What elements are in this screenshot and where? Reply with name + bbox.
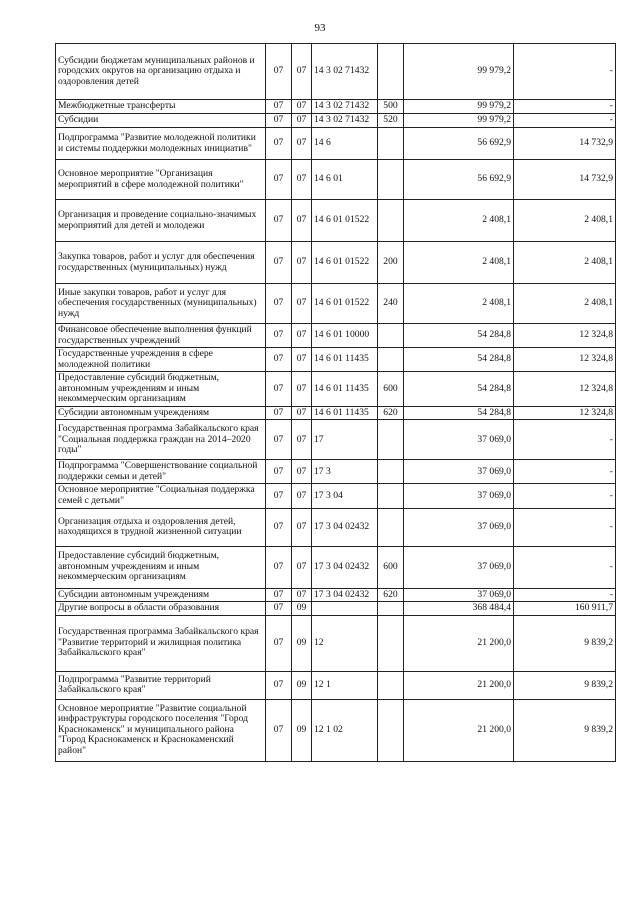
- section-code: 07: [266, 420, 292, 460]
- target-article-code: 17 3 04: [312, 484, 378, 508]
- expense-type-code: 200: [378, 242, 404, 284]
- amount-total: 54 284,8: [404, 372, 514, 407]
- section-code: 07: [266, 615, 292, 671]
- item-name: Закупка товаров, работ и услуг для обеспечения государственных (муниципальных) нужд: [56, 242, 266, 284]
- amount-total: 2 408,1: [404, 242, 514, 284]
- amount-total: 37 069,0: [404, 460, 514, 484]
- amount-federal: -: [514, 420, 616, 460]
- amount-federal: -: [514, 508, 616, 546]
- amount-total: 37 069,0: [404, 484, 514, 508]
- item-name: Основное мероприятие "Развитие социальной инфраструктуры городского поселения "Город Краснокаменск" и муниципального района "Город Краснокаменск и Краснокаменский район": [56, 699, 266, 761]
- section-code: 07: [266, 324, 292, 348]
- expense-type-code: [378, 484, 404, 508]
- expense-type-code: 620: [378, 588, 404, 602]
- item-name: Предоставление субсидий бюджетным, автономным учреждениям и иным некоммерческим организациям: [56, 372, 266, 407]
- item-name: Субсидии бюджетам муниципальных районов и городских округов на организацию отдыха и оздоровления детей: [56, 44, 266, 100]
- table-row: [56, 200, 616, 242]
- subsection-code: 09: [292, 671, 312, 699]
- amount-total: 37 069,0: [404, 588, 514, 602]
- amount-total: 368 484,4: [404, 602, 514, 616]
- subsection-code: 07: [292, 508, 312, 546]
- section-code: 07: [266, 372, 292, 407]
- subsection-code: 07: [292, 420, 312, 460]
- amount-federal: 12 324,8: [514, 324, 616, 348]
- amount-federal: 9 839,2: [514, 699, 616, 761]
- amount-total: 56 692,9: [404, 128, 514, 160]
- amount-total: 54 284,8: [404, 348, 514, 372]
- section-code: 07: [266, 406, 292, 420]
- item-name: Подпрограмма "Совершенствование социальной поддержки семьи и детей": [56, 460, 266, 484]
- target-article-code: 14 6 01 11435: [312, 406, 378, 420]
- expense-type-code: [378, 128, 404, 160]
- amount-federal: 12 324,8: [514, 406, 616, 420]
- target-article-code: 14 6 01 01522: [312, 242, 378, 284]
- section-code: 07: [266, 100, 292, 114]
- amount-federal: -: [514, 114, 616, 128]
- target-article-code: 14 6 01 10000: [312, 324, 378, 348]
- table-row: [56, 100, 616, 114]
- expense-type-code: [378, 508, 404, 546]
- subsection-code: 07: [292, 406, 312, 420]
- subsection-code: 07: [292, 460, 312, 484]
- subsection-code: 07: [292, 546, 312, 588]
- expense-type-code: [378, 200, 404, 242]
- amount-total: 99 979,2: [404, 44, 514, 100]
- target-article-code: 14 3 02 71432: [312, 100, 378, 114]
- table-row: [56, 699, 616, 761]
- subsection-code: 07: [292, 348, 312, 372]
- target-article-code: 14 6 01 01522: [312, 200, 378, 242]
- amount-total: 21 200,0: [404, 671, 514, 699]
- amount-federal: 9 839,2: [514, 615, 616, 671]
- table-row: [56, 508, 616, 546]
- amount-total: 2 408,1: [404, 200, 514, 242]
- expense-type-code: 620: [378, 406, 404, 420]
- expense-type-code: 500: [378, 100, 404, 114]
- amount-federal: -: [514, 484, 616, 508]
- item-name: Субсидии автономным учреждениям: [56, 406, 266, 420]
- amount-federal: 14 732,9: [514, 128, 616, 160]
- target-article-code: 14 6 01: [312, 160, 378, 200]
- amount-federal: 2 408,1: [514, 284, 616, 324]
- section-code: 07: [266, 602, 292, 616]
- amount-federal: -: [514, 460, 616, 484]
- target-article-code: 14 6 01 01522: [312, 284, 378, 324]
- amount-total: 2 408,1: [404, 284, 514, 324]
- budget-table: [55, 43, 616, 762]
- section-code: 07: [266, 114, 292, 128]
- amount-federal: -: [514, 44, 616, 100]
- subsection-code: 07: [292, 372, 312, 407]
- amount-total: 99 979,2: [404, 100, 514, 114]
- subsection-code: 07: [292, 100, 312, 114]
- item-name: Финансовое обеспечение выполнения функций государственных учреждений: [56, 324, 266, 348]
- amount-federal: 2 408,1: [514, 242, 616, 284]
- table-row: [56, 284, 616, 324]
- table-row: [56, 420, 616, 460]
- expense-type-code: [378, 671, 404, 699]
- table-row: [56, 242, 616, 284]
- amount-federal: -: [514, 546, 616, 588]
- amount-total: 37 069,0: [404, 546, 514, 588]
- section-code: 07: [266, 44, 292, 100]
- expense-type-code: [378, 615, 404, 671]
- section-code: 07: [266, 200, 292, 242]
- expense-type-code: 600: [378, 372, 404, 407]
- subsection-code: 07: [292, 44, 312, 100]
- table-row: [56, 406, 616, 420]
- amount-total: 56 692,9: [404, 160, 514, 200]
- expense-type-code: [378, 348, 404, 372]
- item-name: Другие вопросы в области образования: [56, 602, 266, 616]
- subsection-code: 07: [292, 242, 312, 284]
- expense-type-code: [378, 602, 404, 616]
- amount-total: 21 200,0: [404, 699, 514, 761]
- item-name: Субсидии автономным учреждениям: [56, 588, 266, 602]
- expense-type-code: [378, 699, 404, 761]
- expense-type-code: [378, 160, 404, 200]
- subsection-code: 09: [292, 602, 312, 616]
- table-row: [56, 615, 616, 671]
- expense-type-code: [378, 44, 404, 100]
- amount-total: 37 069,0: [404, 508, 514, 546]
- amount-federal: -: [514, 100, 616, 114]
- amount-federal: 14 732,9: [514, 160, 616, 200]
- table-row: [56, 44, 616, 100]
- section-code: 07: [266, 699, 292, 761]
- section-code: 07: [266, 546, 292, 588]
- table-row: [56, 484, 616, 508]
- target-article-code: 14 6 01 11435: [312, 372, 378, 407]
- item-name: Государственная программа Забайкальского края "Социальная поддержка граждан на 2014–2020 годы": [56, 420, 266, 460]
- target-article-code: 12: [312, 615, 378, 671]
- amount-total: 99 979,2: [404, 114, 514, 128]
- section-code: 07: [266, 348, 292, 372]
- item-name: Государственные учреждения в сфере молодежной политики: [56, 348, 266, 372]
- expense-type-code: [378, 324, 404, 348]
- target-article-code: [312, 602, 378, 616]
- table-row: [56, 460, 616, 484]
- item-name: Межбюджетные трансферты: [56, 100, 266, 114]
- subsection-code: 09: [292, 699, 312, 761]
- amount-federal: 2 408,1: [514, 200, 616, 242]
- section-code: 07: [266, 242, 292, 284]
- section-code: 07: [266, 128, 292, 160]
- target-article-code: 14 6: [312, 128, 378, 160]
- section-code: 07: [266, 671, 292, 699]
- table-row: [56, 348, 616, 372]
- table-row: [56, 372, 616, 407]
- amount-federal: 9 839,2: [514, 671, 616, 699]
- subsection-code: 07: [292, 588, 312, 602]
- item-name: Иные закупки товаров, работ и услуг для обеспечения государственных (муниципальных) нужд: [56, 284, 266, 324]
- subsection-code: 07: [292, 324, 312, 348]
- amount-federal: -: [514, 588, 616, 602]
- subsection-code: 07: [292, 284, 312, 324]
- target-article-code: 14 3 02 71432: [312, 114, 378, 128]
- amount-federal: 12 324,8: [514, 372, 616, 407]
- subsection-code: 07: [292, 160, 312, 200]
- table-row: [56, 588, 616, 602]
- item-name: Подпрограмма "Развитие территорий Забайкальского края": [56, 671, 266, 699]
- expense-type-code: 600: [378, 546, 404, 588]
- item-name: Предоставление субсидий бюджетным, автономным учреждениям и иным некоммерческим организациям: [56, 546, 266, 588]
- target-article-code: 17 3 04 02432: [312, 508, 378, 546]
- item-name: Государственная программа Забайкальского края "Развитие территорий и жилищная политика Забайкальского края": [56, 615, 266, 671]
- item-name: Организация и проведение социально-значимых мероприятий для детей и молодежи: [56, 200, 266, 242]
- page-number: 93: [314, 22, 326, 34]
- target-article-code: 17 3 04 02432: [312, 588, 378, 602]
- expense-type-code: [378, 460, 404, 484]
- table-row: [56, 160, 616, 200]
- table-row: [56, 128, 616, 160]
- target-article-code: 14 6 01 11435: [312, 348, 378, 372]
- subsection-code: 07: [292, 128, 312, 160]
- table-row: [56, 671, 616, 699]
- subsection-code: 07: [292, 114, 312, 128]
- expense-type-code: 520: [378, 114, 404, 128]
- section-code: 07: [266, 588, 292, 602]
- item-name: Подпрограмма "Развитие молодежной политики и системы поддержки молодежных инициатив": [56, 128, 266, 160]
- amount-total: 54 284,8: [404, 324, 514, 348]
- subsection-code: 09: [292, 615, 312, 671]
- item-name: Основное мероприятие "Организация мероприятий в сфере молодежной политики": [56, 160, 266, 200]
- table-row: [56, 602, 616, 616]
- target-article-code: 12 1 02: [312, 699, 378, 761]
- expense-type-code: 240: [378, 284, 404, 324]
- target-article-code: 12 1: [312, 671, 378, 699]
- section-code: 07: [266, 160, 292, 200]
- subsection-code: 07: [292, 484, 312, 508]
- amount-federal: 160 911,7: [514, 602, 616, 616]
- item-name: Субсидии: [56, 114, 266, 128]
- amount-total: 37 069,0: [404, 420, 514, 460]
- target-article-code: 17: [312, 420, 378, 460]
- item-name: Организация отдыха и оздоровления детей, находящихся в трудной жизненной ситуации: [56, 508, 266, 546]
- expense-type-code: [378, 420, 404, 460]
- section-code: 07: [266, 284, 292, 324]
- table-row: [56, 114, 616, 128]
- target-article-code: 17 3 04 02432: [312, 546, 378, 588]
- amount-total: 54 284,8: [404, 406, 514, 420]
- table-row: [56, 324, 616, 348]
- table-row: [56, 546, 616, 588]
- target-article-code: 17 3: [312, 460, 378, 484]
- subsection-code: 07: [292, 200, 312, 242]
- section-code: 07: [266, 508, 292, 546]
- section-code: 07: [266, 484, 292, 508]
- amount-federal: 12 324,8: [514, 348, 616, 372]
- item-name: Основное мероприятие "Социальная поддержка семей с детьми": [56, 484, 266, 508]
- section-code: 07: [266, 460, 292, 484]
- amount-total: 21 200,0: [404, 615, 514, 671]
- target-article-code: 14 3 02 71432: [312, 44, 378, 100]
